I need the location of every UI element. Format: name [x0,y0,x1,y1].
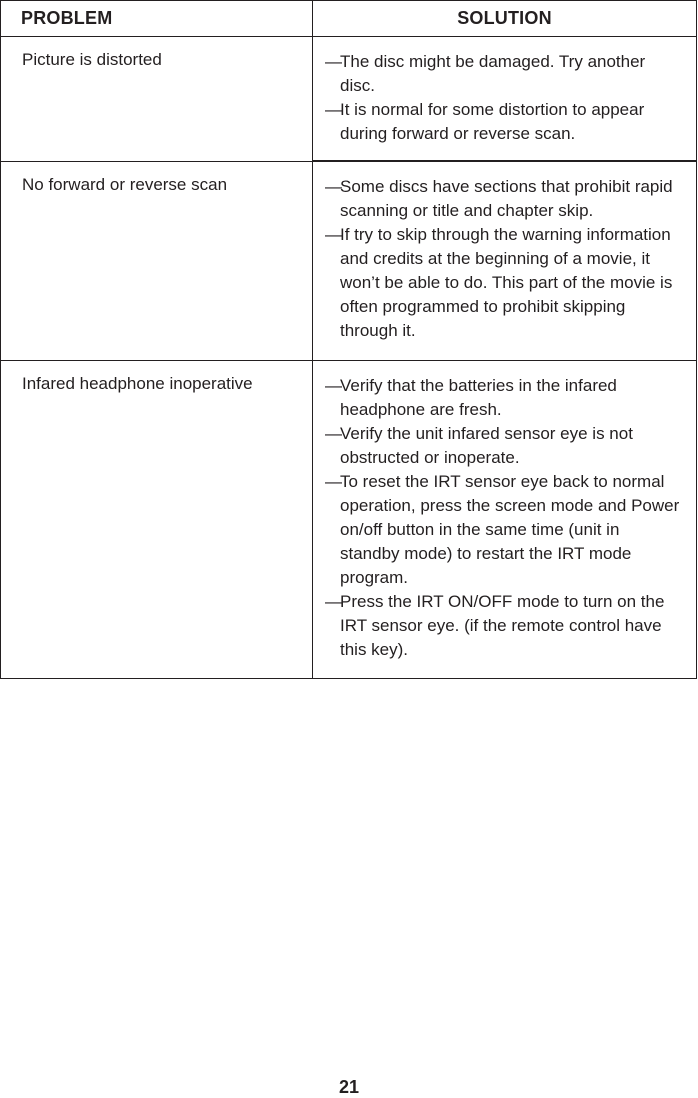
problem-cell: No forward or reverse scan [1,161,313,360]
page-number: 21 [338,1077,360,1097]
dash-glyph: — [325,471,342,491]
table-header-row [1,1,697,37]
table-row [1,161,697,360]
solution-item [325,50,682,98]
solution-cell [313,37,697,162]
solution-text: To reset the IRT sensor eye back to normal operation, press the screen mode and Power on/off button in the same time (unit in standby mode) to restart the IRT mode program. [340,471,680,587]
solution-item [325,98,682,146]
solution-text: If try to skip through the warning information and credits at the beginning of a movie, it won’t be able to do. This part of the movie is often programmed to prohibit skipping through it. [340,225,673,340]
solution-item [325,175,682,223]
dash-glyph: — [325,225,342,244]
solution-item [325,374,682,422]
solution-text: Verify that the batteries in the infared headphone are fresh. [340,375,617,419]
dash-glyph: — [325,100,342,119]
solution-text: The disc might be damaged. Try another disc. [340,52,646,95]
table-row [1,360,697,678]
table-row [1,37,697,162]
dash-glyph: — [325,423,342,443]
dash-glyph: — [325,591,342,611]
solution-item [325,422,682,470]
dash-glyph: — [325,177,342,196]
solution-item [325,223,682,343]
solution-item [325,470,682,590]
solution-cell [313,360,697,678]
solution-text: Verify the unit infared sensor eye is not obstructed or inoperate. [340,423,633,467]
solution-text: Some discs have sections that prohibit rapid scanning or title and chapter skip. [340,177,673,220]
problem-column-header: PROBLEM [1,1,313,37]
problem-cell: Picture is distorted [1,37,313,162]
solution-item [325,590,682,662]
problem-cell: Infared headphone inoperative [1,360,313,678]
dash-glyph: — [325,52,342,71]
solution-text: Press the IRT ON/OFF mode to turn on the IRT sensor eye. (if the remote control have this key). [340,591,665,659]
solution-cell [313,161,697,360]
dash-glyph: — [325,375,342,395]
solution-column-header: SOLUTION [313,1,697,37]
solution-text: It is normal for some distortion to appear during forward or reverse scan. [340,100,645,143]
